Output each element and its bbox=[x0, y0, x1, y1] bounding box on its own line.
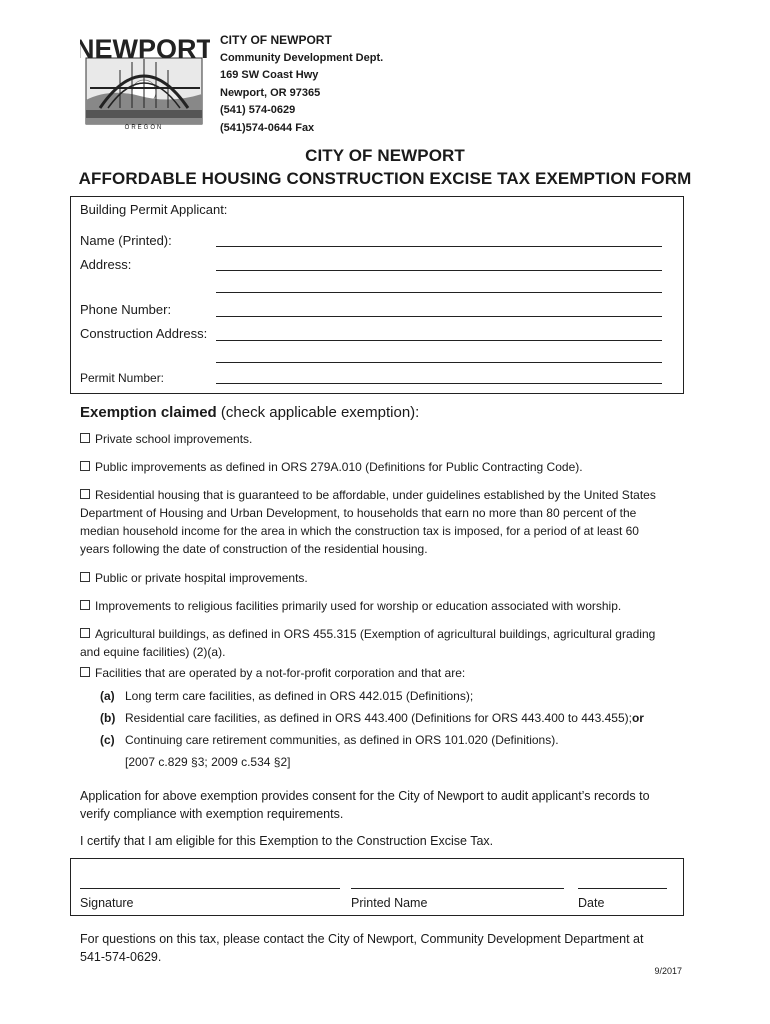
logo-subtext: OREGON bbox=[124, 125, 164, 130]
printed-name-label: Printed Name bbox=[351, 896, 428, 910]
signature-field[interactable] bbox=[80, 888, 340, 889]
permit-number-field[interactable] bbox=[216, 383, 662, 384]
checkbox[interactable] bbox=[80, 461, 90, 471]
exemption-option-public-improvements[interactable]: Public improvements as defined in ORS 279A.010 (Definitions for Public Contracting Code). bbox=[80, 458, 680, 476]
exemption-option-agricultural[interactable]: Agricultural buildings, as defined in ORS 455.315 (Exemption of agricultural buildings, agricultural grading and equine facilities) (2)(a). bbox=[80, 627, 656, 659]
construction-address-label: Construction Address: bbox=[80, 326, 208, 341]
revision-date: 9/2017 bbox=[654, 966, 682, 976]
exemption-option-nonprofit[interactable]: Facilities that are operated by a not-for-profit corporation and that are: bbox=[80, 664, 680, 682]
construction-address-field-line-1[interactable] bbox=[216, 340, 662, 341]
checkbox[interactable] bbox=[80, 600, 90, 610]
form-title-city: CITY OF NEWPORT bbox=[305, 146, 465, 165]
statute-citation: [2007 c.829 §3; 2009 c.534 §2] bbox=[125, 755, 291, 769]
street-address: 169 SW Coast Hwy bbox=[220, 69, 319, 81]
address-field-line-1[interactable] bbox=[216, 270, 662, 271]
nonprofit-sub-c: (c) Continuing care retirement communities, as defined in ORS 101.020 (Definitions). bbox=[100, 733, 559, 747]
fax-number: (541)574-0644 Fax bbox=[220, 121, 315, 134]
logo-wordmark: NEWPORT bbox=[80, 34, 210, 64]
department-address bbox=[220, 32, 383, 137]
nonprofit-sub-b: (b) Residential care facilities, as defined in ORS 443.400 (Definitions for ORS 443.400 to 443.455);or bbox=[100, 711, 644, 725]
newport-logo bbox=[80, 30, 210, 130]
construction-address-field-line-2[interactable] bbox=[216, 362, 662, 363]
date-label: Date bbox=[578, 896, 605, 910]
phone-label: Phone Number: bbox=[80, 302, 172, 317]
name-label: Name (Printed): bbox=[80, 233, 172, 248]
city-state-zip: Newport, OR 97365 bbox=[220, 86, 321, 99]
exemption-option-residential-housing[interactable]: Residential housing that is guaranteed to be affordable, under guidelines established by the United States Department of Housing and Urban Development, to households that earn no more than 80 percent of the median household income for the area in which the construction tax is imposed, for a period of at least 60 years following the date of construction of the residential housing. bbox=[80, 488, 656, 556]
contact-paragraph: For questions on this tax, please contact the City of Newport, Community Development Department at 541-574-0629. bbox=[80, 932, 644, 964]
date-field[interactable] bbox=[578, 888, 667, 889]
consent-paragraph: Application for above exemption provides consent for the City of Newport to audit applicant’s records to verify compliance with exemption requirements. bbox=[80, 789, 650, 821]
applicant-box bbox=[70, 196, 684, 394]
exemption-option-private-school[interactable]: Private school improvements. bbox=[80, 430, 680, 448]
certify-statement: I certify that I am eligible for this Exemption to the Construction Excise Tax. bbox=[80, 834, 494, 848]
address-label: Address: bbox=[80, 257, 132, 272]
exemption-option-hospital[interactable]: Public or private hospital improvements. bbox=[80, 569, 680, 587]
city-name: CITY OF NEWPORT bbox=[220, 33, 332, 47]
dept-name: Community Development Dept. bbox=[220, 51, 384, 64]
applicant-heading: Building Permit Applicant: bbox=[80, 202, 228, 217]
exemption-heading-rest: (check applicable exemption): bbox=[216, 404, 420, 421]
exemption-heading bbox=[80, 404, 419, 421]
permit-number-label: Permit Number: bbox=[80, 371, 165, 385]
checkbox[interactable] bbox=[80, 667, 90, 677]
signature-label: Signature bbox=[80, 896, 134, 910]
address-field-line-2[interactable] bbox=[216, 292, 662, 293]
checkbox[interactable] bbox=[80, 433, 90, 443]
exemption-option-religious[interactable]: Improvements to religious facilities primarily used for worship or education associated with worship. bbox=[80, 597, 680, 615]
phone-field[interactable] bbox=[216, 316, 662, 317]
checkbox[interactable] bbox=[80, 489, 90, 499]
phone-number: (541) 574-0629 bbox=[220, 104, 296, 116]
printed-name-field[interactable] bbox=[351, 888, 564, 889]
exemption-heading-bold: Exemption claimed bbox=[80, 404, 217, 421]
checkbox[interactable] bbox=[80, 628, 90, 638]
name-field[interactable] bbox=[216, 246, 662, 247]
checkbox[interactable] bbox=[80, 572, 90, 582]
form-title: AFFORDABLE HOUSING CONSTRUCTION EXCISE TAX EXEMPTION FORM bbox=[78, 169, 692, 188]
nonprofit-sub-a: (a) Long term care facilities, as defined in ORS 442.015 (Definitions); bbox=[100, 689, 474, 703]
